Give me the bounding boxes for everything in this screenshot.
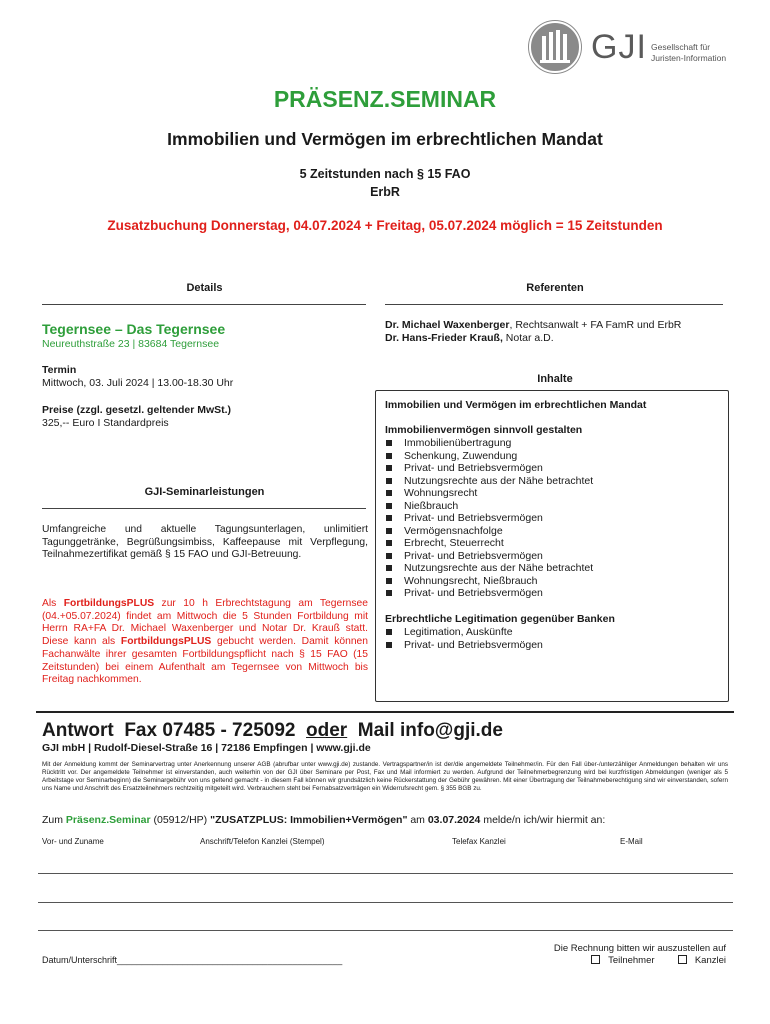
list-item: Nießbrauch <box>385 500 593 513</box>
columns-icon <box>528 20 582 74</box>
form-col-fax: Telefax Kanzlei <box>452 837 506 846</box>
teilnehmer-label: Teilnehmer <box>608 955 655 966</box>
invoice-note: Die Rechnung bitten wir auszustellen auf <box>553 943 726 954</box>
gji-logo-emblem <box>528 20 582 74</box>
venue-name: Tegernsee – Das Tegernsee <box>42 321 226 337</box>
referent-1-name: Dr. Michael Waxenberger <box>385 319 510 331</box>
kanzlei-checkbox[interactable] <box>678 955 687 964</box>
referent-1-role: , Rechtsanwalt + FA FamR und ErbR <box>509 319 682 331</box>
antwort-oder: oder <box>306 720 348 741</box>
reg-seminar-type: Präsenz.Seminar <box>65 814 151 826</box>
logo-tagline-line1: Gesellschaft für <box>651 42 711 52</box>
antwort-divider <box>36 711 734 713</box>
referent-2-name: Dr. Hans-Frieder Krauß, <box>385 332 503 344</box>
list-item: Immobilienübertragung <box>385 437 593 450</box>
teilnehmer-checkbox[interactable] <box>591 955 600 964</box>
list-item: Vermögensnachfolge <box>385 525 593 538</box>
logo-brand: GJI <box>591 28 647 66</box>
antwort-fax: Antwort Fax 07485 - 725092 <box>42 720 307 741</box>
fortbildung-part3: gebucht werden. Damit können Fachanwälte ihrer gesamten Fortbildungspflicht nach § 15 FAO (15 Zeitstunden) bei einem Aufenthalt am Tegernsee von Mittwoch bis Freitag nachkommen. <box>42 636 368 686</box>
reg-title: "ZUSATZPLUS: Immobilien+Vermögen" <box>210 814 408 826</box>
reg-date: 03.07.2024 <box>427 814 481 826</box>
termin-label: Termin <box>42 364 77 376</box>
inhalte-section1-list <box>385 437 593 600</box>
referent-2 <box>385 332 554 344</box>
form-line-3[interactable] <box>38 930 733 931</box>
inhalte-section1-title: Immobilienvermögen sinnvoll gestalten <box>385 424 583 436</box>
form-col-address: Anschrift/Telefon Kanzlei (Stempel) <box>200 837 325 846</box>
hours-line: 5 Zeitstunden nach § 15 FAO <box>299 167 471 181</box>
page-title: PRÄSENZ.SEMINAR <box>273 86 497 112</box>
leistungen-heading: GJI-Seminarleistungen <box>144 486 265 498</box>
list-item: Schenkung, Zuwendung <box>385 450 593 463</box>
venue-address: Neureuthstraße 23 | 83684 Tegernsee <box>42 338 220 350</box>
form-col-email: E-Mail <box>620 837 643 846</box>
leistungen-text: Umfangreiche und aktuelle Tagungsunterlagen, unlimitiert Tagunggetränke, Begrüßungsimbiss, Kaffeepause mit Verpflegung, Teilnahmezertifikat gemäß § 15 FAO und GJI-Betreuung. <box>42 524 368 561</box>
registration-line <box>42 814 605 826</box>
antwort-headline <box>42 720 503 742</box>
list-item: Wohnungsrecht <box>385 487 593 500</box>
seminar-subtitle: Immobilien und Vermögen im erbrechtlichen Mandat <box>167 129 603 149</box>
signature-label: Datum/Unterschrift <box>42 955 118 965</box>
referenten-divider <box>385 304 723 305</box>
fortbildung-text <box>42 598 368 687</box>
form-col-name: Vor- und Zuname <box>42 837 104 846</box>
inhalte-section2-title: Erbrechtliche Legitimation gegenüber Banken <box>385 613 615 625</box>
reg-suffix: melde/n ich/wir hiermit an: <box>480 814 606 826</box>
reg-am: am <box>407 814 428 826</box>
list-item: Nutzungsrechte aus der Nähe betrachtet <box>385 475 593 488</box>
invoice-options <box>480 955 726 966</box>
company-line: GJI mbH | Rudolf-Diesel-Straße 16 | 72186 Empfingen | www.gji.de <box>42 742 371 754</box>
list-item: Wohnungsrecht, Nießbrauch <box>385 575 593 588</box>
list-item: Legitimation, Auskünfte <box>385 626 543 639</box>
details-heading: Details <box>186 282 223 294</box>
inhalte-title: Immobilien und Vermögen im erbrechtlichen Mandat <box>385 399 647 411</box>
list-item: Nutzungsrechte aus der Nähe betrachtet <box>385 562 593 575</box>
reg-prefix: Zum <box>42 814 66 826</box>
logo-tagline <box>651 42 726 64</box>
list-item: Privat- und Betriebsvermögen <box>385 462 593 475</box>
antwort-mail: Mail info@gji.de <box>347 720 503 741</box>
reg-code: (05912/HP) <box>150 814 211 826</box>
inhalte-section2-list <box>385 626 543 651</box>
list-item: Privat- und Betriebsvermögen <box>385 512 593 525</box>
inhalte-heading: Inhalte <box>537 373 573 385</box>
form-line-2[interactable] <box>38 902 733 903</box>
fortbildung-highlight1: FortbildungsPLUS <box>63 598 155 609</box>
termin-value: Mittwoch, 03. Juli 2024 | 13.00-18.30 Uhr <box>42 377 234 389</box>
fineprint: Mit der Anmeldung kommt der Seminarvertrag unter Anerkennung unserer AGB (abrufbar unter www.gji.de) zustande. Vertragspartner/in ist der/die angemeldete Teilnehmer/in. Für den Fall über-/unterzähliger Anmeldungen behalten wir uns Rücktritt vor. Der angemeldete Teilnehmer ist einverstanden, auch weiterhin von der GJI über Seminare per Post, Fax und Mail informiert zu werden. Aufgrund der Teilnehmerbegrenzung wird bei kurzfristigen Abmeldungen (weniger als 5 Arbeitstage vor Seminarbeginn) die Seminargebühr von uns geltend gemacht - in diesem Fall können wir grundsätzlich keine Rückerstattung der Gebühr gewähren. Mit einer Übertragung der Teilnahmeberechtigung sind wir einverstanden, sofern uns Name und Anschrift des Ersatzteilnehmers rechtzeitig mitgeteilt wird. Verbrauchern steht bei Fernabsatzverträgen ein Widerrufsrecht gem. § 355 BGB zu. <box>42 761 728 792</box>
list-item: Privat- und Betriebsvermögen <box>385 550 593 563</box>
referent-1 <box>385 319 681 331</box>
field-line: ErbR <box>370 185 400 199</box>
referenten-heading: Referenten <box>526 282 584 294</box>
kanzlei-label: Kanzlei <box>694 955 726 966</box>
referent-2-role: Notar a.D. <box>502 332 554 344</box>
signature-line: _____________________________________________ <box>117 955 343 965</box>
form-line-1[interactable] <box>38 873 733 874</box>
leistungen-divider <box>42 508 366 509</box>
list-item: Privat- und Betriebsvermögen <box>385 587 593 600</box>
extra-booking-notice: Zusatzbuchung Donnerstag, 04.07.2024 + Freitag, 05.07.2024 möglich = 15 Zeitstunden <box>107 218 663 233</box>
logo-tagline-line2: Juristen-Information <box>651 53 727 63</box>
details-divider <box>42 304 366 305</box>
fortbildung-part2: zur 10 h Erbrechtstagung am Tegernsee (04.+05.07.2024) findet am Mittwoch die 5 Stunden Fortbildung mit Herrn RA+FA Dr. Michael Waxenberger und Notar Dr. Krauß statt. Diese kann als <box>42 598 368 648</box>
preise-label: Preise (zzgl. gesetzl. geltender MwSt.) <box>42 404 232 416</box>
fortbildung-highlight2: FortbildungsPLUS <box>120 636 212 648</box>
preise-value: 325,-- Euro I Standardpreis <box>42 417 169 429</box>
list-item: Erbrecht, Steuerrecht <box>385 537 593 550</box>
fortbildung-part1: Als <box>42 598 64 609</box>
signature-field[interactable] <box>42 955 342 965</box>
list-item: Privat- und Betriebsvermögen <box>385 639 543 652</box>
